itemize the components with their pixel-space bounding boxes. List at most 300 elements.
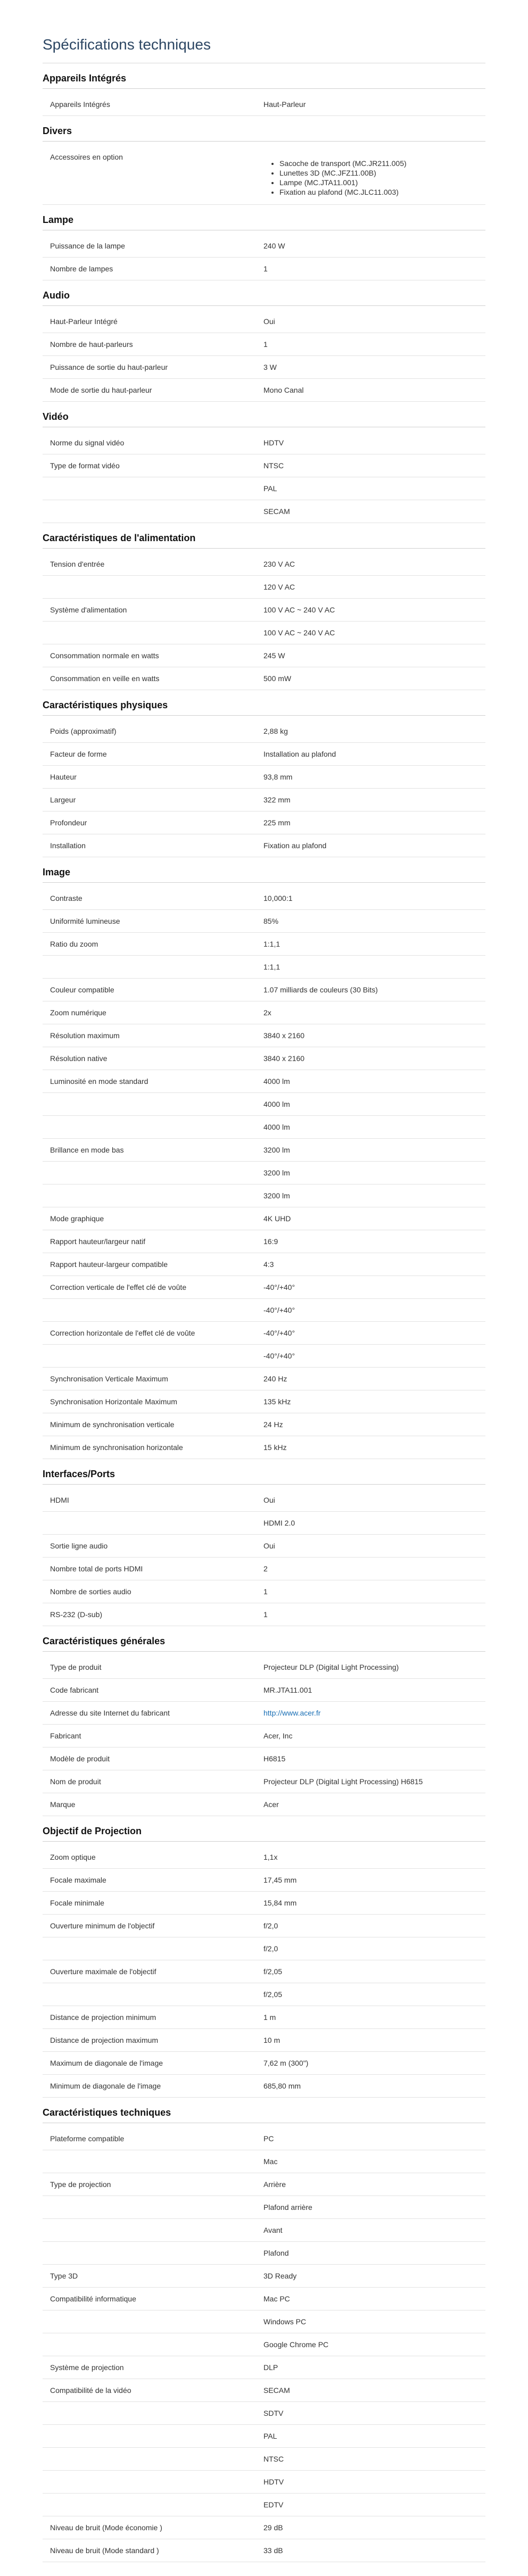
spec-section xyxy=(43,409,485,523)
spec-value: SECAM xyxy=(263,2386,290,2395)
manufacturer-website-link[interactable]: http://www.acer.fr xyxy=(263,1709,321,1717)
section-title: Image xyxy=(43,865,485,883)
spec-row xyxy=(43,2075,485,2098)
spec-value: HDTV xyxy=(263,2478,284,2486)
spec-value: -40°/+40° xyxy=(263,1329,295,1337)
spec-value: 4000 lm xyxy=(263,1077,290,1086)
spec-label: Synchronisation Verticale Maximum xyxy=(50,1374,168,1383)
spec-label: Contraste xyxy=(50,894,82,902)
spec-label: Largeur xyxy=(50,796,76,804)
spec-row xyxy=(43,1656,485,1679)
accessory-list-item: • Lampe (MC.JTA11.001) xyxy=(279,178,485,187)
spec-row xyxy=(43,1558,485,1580)
section-title: Divers xyxy=(43,123,485,142)
section-title: Vidéo xyxy=(43,409,485,427)
spec-row xyxy=(43,1230,485,1253)
spec-label xyxy=(43,2310,263,2333)
spec-label xyxy=(43,576,263,598)
spec-row xyxy=(43,258,485,280)
spec-row xyxy=(43,235,485,258)
spec-section xyxy=(43,123,485,205)
spec-label: Couleur compatible xyxy=(50,985,114,994)
spec-label xyxy=(43,1185,263,1207)
spec-row xyxy=(43,1162,485,1185)
spec-value: Oui xyxy=(263,1496,275,1504)
spec-row xyxy=(43,1892,485,1915)
spec-section xyxy=(43,71,485,116)
spec-value: Mono Canal xyxy=(263,386,304,394)
spec-row xyxy=(43,1747,485,1770)
spec-row xyxy=(43,811,485,834)
spec-value: 230 V AC xyxy=(263,560,295,568)
spec-row xyxy=(43,2150,485,2173)
spec-row xyxy=(43,1535,485,1558)
spec-label: Ouverture minimum de l'objectif xyxy=(50,1921,155,1930)
spec-value: 3D Ready xyxy=(263,2272,297,2280)
section-title: Audio xyxy=(43,288,485,306)
spec-label: Mode graphique xyxy=(50,1214,104,1223)
spec-label: Focale minimale xyxy=(50,1899,104,1907)
spec-label: Sortie ligne audio xyxy=(50,1542,108,1550)
spec-row xyxy=(43,576,485,599)
spec-row xyxy=(43,1047,485,1070)
spec-row xyxy=(43,2288,485,2310)
spec-row xyxy=(43,766,485,789)
spec-label: Niveau de bruit (Mode standard ) xyxy=(50,2546,159,2555)
spec-value: -40°/+40° xyxy=(263,1306,295,1314)
spec-value: 1:1,1 xyxy=(263,963,280,971)
spec-row xyxy=(43,2448,485,2471)
spec-row xyxy=(43,146,485,205)
spec-value: HDTV xyxy=(263,438,284,447)
spec-label xyxy=(43,500,263,523)
spec-row xyxy=(43,2494,485,2516)
spec-label xyxy=(43,2494,263,2516)
spec-label xyxy=(43,2219,263,2241)
spec-row xyxy=(43,2029,485,2052)
accessory-list-item: • Fixation au plafond (MC.JLC11.003) xyxy=(279,187,485,197)
spec-value: 100 V AC ~ 240 V AC xyxy=(263,606,335,614)
spec-row xyxy=(43,2310,485,2333)
spec-row xyxy=(43,743,485,766)
spec-value: f/2,05 xyxy=(263,1990,283,1999)
spec-label: Hauteur xyxy=(50,773,77,781)
spec-value: H6815 xyxy=(263,1754,286,1763)
spec-value: NTSC xyxy=(263,2455,284,2463)
spec-label: Tension d'entrée xyxy=(50,560,105,568)
spec-label xyxy=(43,2333,263,2356)
spec-label: Type de format vidéo xyxy=(50,461,120,470)
spec-row xyxy=(43,1207,485,1230)
spec-row xyxy=(43,667,485,690)
spec-row xyxy=(43,477,485,500)
spec-row xyxy=(43,1368,485,1390)
spec-row xyxy=(43,432,485,454)
spec-label: Ratio du zoom xyxy=(50,940,98,948)
spec-label xyxy=(43,2448,263,2470)
spec-row xyxy=(43,1185,485,1207)
spec-row xyxy=(43,1093,485,1116)
spec-value: 7,62 m (300") xyxy=(263,2059,309,2067)
spec-value: Installation au plafond xyxy=(263,750,336,758)
spec-value: Fixation au plafond xyxy=(263,841,327,850)
spec-label: Résolution native xyxy=(50,1054,108,1063)
spec-value: 93,8 mm xyxy=(263,773,293,781)
spec-label: Nombre de lampes xyxy=(50,264,113,273)
spec-label: RS-232 (D-sub) xyxy=(50,1610,103,1619)
spec-row xyxy=(43,2539,485,2562)
spec-row xyxy=(43,2425,485,2448)
spec-label: Facteur de forme xyxy=(50,750,107,758)
spec-row xyxy=(43,1580,485,1603)
spec-row xyxy=(43,979,485,1001)
spec-value: 3200 lm xyxy=(263,1191,290,1200)
spec-row xyxy=(43,2219,485,2242)
spec-row xyxy=(43,834,485,857)
spec-row xyxy=(43,2471,485,2494)
spec-value: 3200 lm xyxy=(263,1146,290,1154)
spec-label: Adresse du site Internet du fabricant xyxy=(50,1709,170,1717)
spec-value: 17,45 mm xyxy=(263,1876,297,1884)
spec-row xyxy=(43,1960,485,1983)
spec-value: 1 xyxy=(263,1587,268,1596)
spec-value: 3 W xyxy=(263,363,277,371)
spec-row xyxy=(43,1725,485,1747)
spec-label: Minimum de synchronisation horizontale xyxy=(50,1443,183,1452)
spec-label xyxy=(43,1093,263,1115)
spec-row xyxy=(43,2006,485,2029)
spec-label: Puissance de la lampe xyxy=(50,242,125,250)
spec-value: 1 m xyxy=(263,2013,276,2022)
section-title: Caractéristiques techniques xyxy=(43,2105,485,2123)
spec-value: Projecteur DLP (Digital Light Processing) xyxy=(263,1663,399,1671)
spec-row xyxy=(43,2127,485,2150)
spec-value: 1 xyxy=(263,1610,268,1619)
section-title: Caractéristiques de l'alimentation xyxy=(43,531,485,549)
spec-value: 24 Hz xyxy=(263,1420,283,1429)
spec-label xyxy=(43,1162,263,1184)
spec-label: Luminosité en mode standard xyxy=(50,1077,148,1086)
spec-label: Synchronisation Horizontale Maximum xyxy=(50,1397,177,1406)
page-title: Spécifications techniques xyxy=(43,36,485,63)
spec-row xyxy=(43,789,485,811)
spec-label xyxy=(43,1345,263,1367)
section-title: Caractéristiques générales xyxy=(43,1634,485,1652)
spec-value: Arrière xyxy=(263,2180,286,2189)
spec-row xyxy=(43,1915,485,1937)
spec-label: Correction horizontale de l'effet clé de voûte xyxy=(50,1329,195,1337)
spec-label xyxy=(43,1116,263,1138)
section-title: Interfaces/Ports xyxy=(43,1467,485,1485)
spec-label xyxy=(43,1299,263,1321)
spec-value: 16:9 xyxy=(263,1237,278,1246)
spec-row xyxy=(43,310,485,333)
spec-value: 1 xyxy=(263,264,268,273)
spec-value: MR.JTA11.001 xyxy=(263,1686,312,1694)
spec-label xyxy=(43,2150,263,2173)
section-title: Appareils Intégrés xyxy=(43,71,485,89)
spec-label: Rapport hauteur/largeur natif xyxy=(50,1237,145,1246)
spec-row xyxy=(43,2379,485,2402)
spec-label: Correction verticale de l'effet clé de voûte xyxy=(50,1283,187,1291)
spec-label: Code fabricant xyxy=(50,1686,99,1694)
spec-value: Mac PC xyxy=(263,2295,290,2303)
spec-value: 15 kHz xyxy=(263,1443,287,1452)
spec-row xyxy=(43,1603,485,1626)
spec-value xyxy=(263,1702,485,1724)
spec-row xyxy=(43,1679,485,1702)
spec-row xyxy=(43,1869,485,1892)
spec-label xyxy=(43,2471,263,2493)
spec-row xyxy=(43,2516,485,2539)
spec-label: Distance de projection maximum xyxy=(50,2036,159,2044)
spec-label: Minimum de diagonale de l'image xyxy=(50,2082,161,2090)
spec-value: 245 W xyxy=(263,651,285,660)
spec-row xyxy=(43,1276,485,1299)
spec-value: 85% xyxy=(263,917,279,925)
spec-label: Fabricant xyxy=(50,1732,81,1740)
spec-value: Acer, Inc xyxy=(263,1732,293,1740)
spec-row xyxy=(43,2265,485,2288)
spec-label: HDMI xyxy=(50,1496,69,1504)
spec-label: Nombre de haut-parleurs xyxy=(50,340,133,349)
spec-value: Google Chrome PC xyxy=(263,2340,329,2349)
spec-row xyxy=(43,379,485,402)
spec-value: 135 kHz xyxy=(263,1397,291,1406)
spec-value: -40°/+40° xyxy=(263,1352,295,1360)
spec-label xyxy=(43,622,263,644)
spec-value: SECAM xyxy=(263,507,290,516)
spec-row xyxy=(43,1489,485,1512)
spec-label xyxy=(43,2402,263,2424)
spec-value: 3840 x 2160 xyxy=(263,1031,305,1040)
spec-row xyxy=(43,1793,485,1816)
spec-value: f/2,05 xyxy=(263,1967,283,1976)
spec-row xyxy=(43,622,485,644)
spec-value: 3840 x 2160 xyxy=(263,1054,305,1063)
spec-row xyxy=(43,599,485,622)
spec-value: 4K UHD xyxy=(263,1214,291,1223)
spec-label: Système d'alimentation xyxy=(50,606,127,614)
spec-label: Modèle de produit xyxy=(50,1754,110,1763)
spec-label: Focale maximale xyxy=(50,1876,106,1884)
spec-value: DLP xyxy=(263,2363,278,2372)
spec-value: 1 xyxy=(263,340,268,349)
spec-section xyxy=(43,865,485,1459)
spec-value: Oui xyxy=(263,1542,275,1550)
spec-label: Nombre de sorties audio xyxy=(50,1587,131,1596)
spec-row xyxy=(43,887,485,910)
spec-value: 4:3 xyxy=(263,1260,274,1269)
spec-value: Plafond arrière xyxy=(263,2203,312,2211)
spec-section xyxy=(43,212,485,280)
spec-label: Minimum de synchronisation verticale xyxy=(50,1420,175,1429)
spec-value: PAL xyxy=(263,484,277,493)
spec-label: Poids (approximatif) xyxy=(50,727,117,735)
spec-row xyxy=(43,356,485,379)
spec-value: 240 W xyxy=(263,242,285,250)
spec-value: Avant xyxy=(263,2226,283,2234)
spec-value: 2 xyxy=(263,1564,268,1573)
spec-value: 3200 lm xyxy=(263,1169,290,1177)
spec-row xyxy=(43,553,485,576)
spec-row xyxy=(43,1345,485,1368)
spec-row xyxy=(43,2196,485,2219)
spec-row xyxy=(43,644,485,667)
spec-label: Système de projection xyxy=(50,2363,124,2372)
spec-value xyxy=(263,146,485,204)
spec-label: Nom de produit xyxy=(50,1777,101,1786)
spec-value: HDMI 2.0 xyxy=(263,1519,295,1527)
spec-row xyxy=(43,1846,485,1869)
spec-row xyxy=(43,1413,485,1436)
spec-value: f/2,0 xyxy=(263,1944,278,1953)
spec-value: 4000 lm xyxy=(263,1123,290,1131)
spec-row xyxy=(43,1299,485,1322)
spec-value: 225 mm xyxy=(263,818,291,827)
spec-label: Type de projection xyxy=(50,2180,111,2189)
spec-value: 2,88 kg xyxy=(263,727,288,735)
accessory-list-item: • Lunettes 3D (MC.JFZ11.00B) xyxy=(279,168,485,178)
spec-label: Niveau de bruit (Mode économie ) xyxy=(50,2523,162,2532)
section-title: Caractéristiques physiques xyxy=(43,698,485,716)
spec-label: Distance de projection minimum xyxy=(50,2013,156,2022)
spec-row xyxy=(43,1512,485,1535)
spec-row xyxy=(43,2402,485,2425)
spec-label: Type de produit xyxy=(50,1663,102,1671)
spec-label: Compatibilité de la vidéo xyxy=(50,2386,131,2395)
spec-row xyxy=(43,93,485,116)
spec-row xyxy=(43,333,485,356)
spec-label: Maximum de diagonale de l'image xyxy=(50,2059,163,2067)
spec-label xyxy=(43,1937,263,1960)
spec-label: Type 3D xyxy=(50,2272,78,2280)
spec-value: 1:1,1 xyxy=(263,940,280,948)
spec-section xyxy=(43,1824,485,2098)
spec-value: 1.07 milliards de couleurs (30 Bits) xyxy=(263,985,378,994)
spec-value: 33 dB xyxy=(263,2546,283,2555)
spec-label: Ouverture maximale de l'objectif xyxy=(50,1967,156,1976)
spec-label: Haut-Parleur Intégré xyxy=(50,317,118,326)
spec-value: 10 m xyxy=(263,2036,280,2044)
spec-label xyxy=(43,1983,263,2006)
spec-label: Mode de sortie du haut-parleur xyxy=(50,386,152,394)
spec-value: Mac xyxy=(263,2157,278,2166)
spec-value: 100 V AC ~ 240 V AC xyxy=(263,628,335,637)
spec-row xyxy=(43,1322,485,1345)
spec-section xyxy=(43,288,485,402)
spec-label: Accessoires en option xyxy=(50,153,123,161)
spec-row xyxy=(43,2173,485,2196)
accessory-list-item: • Sacoche de transport (MC.JR211.005) xyxy=(279,159,485,168)
spec-label: Brillance en mode bas xyxy=(50,1146,124,1154)
spec-row xyxy=(43,1937,485,1960)
spec-label xyxy=(43,2196,263,2218)
spec-value: SDTV xyxy=(263,2409,284,2417)
spec-label: Norme du signal vidéo xyxy=(50,438,125,447)
spec-label: Plateforme compatible xyxy=(50,2134,125,2143)
spec-label: Zoom optique xyxy=(50,1853,96,1861)
spec-row xyxy=(43,2052,485,2075)
spec-row xyxy=(43,1702,485,1725)
spec-row xyxy=(43,1116,485,1139)
spec-value: 15,84 mm xyxy=(263,1899,297,1907)
spec-value: 240 Hz xyxy=(263,1374,287,1383)
spec-value: 120 V AC xyxy=(263,583,295,591)
spec-row xyxy=(43,2333,485,2356)
spec-row xyxy=(43,1253,485,1276)
spec-value: Plafond xyxy=(263,2249,289,2257)
spec-label: Zoom numérique xyxy=(50,1008,106,1017)
spec-value: f/2,0 xyxy=(263,1921,278,1930)
spec-row xyxy=(43,720,485,743)
spec-value: 10,000:1 xyxy=(263,894,293,902)
spec-value: PAL xyxy=(263,2432,277,2440)
spec-label: Profondeur xyxy=(50,818,87,827)
spec-value: Haut-Parleur xyxy=(263,100,306,109)
spec-label xyxy=(43,2425,263,2447)
spec-section xyxy=(43,1634,485,1816)
spec-value: 500 mW xyxy=(263,674,292,683)
spec-value: NTSC xyxy=(263,461,284,470)
spec-label xyxy=(43,956,263,978)
spec-value: Acer xyxy=(263,1800,279,1809)
spec-row xyxy=(43,2242,485,2265)
section-title: Lampe xyxy=(43,212,485,230)
spec-row xyxy=(43,933,485,956)
spec-value: PC xyxy=(263,2134,274,2143)
spec-label: Appareils Intégrés xyxy=(50,100,110,109)
spec-value: 322 mm xyxy=(263,796,291,804)
spec-row xyxy=(43,1070,485,1093)
spec-value: EDTV xyxy=(263,2500,284,2509)
spec-label: Consommation normale en watts xyxy=(50,651,159,660)
spec-row xyxy=(43,1139,485,1162)
spec-row xyxy=(43,956,485,979)
spec-row xyxy=(43,1024,485,1047)
spec-row xyxy=(43,2356,485,2379)
spec-row xyxy=(43,1001,485,1024)
spec-label: Marque xyxy=(50,1800,76,1809)
spec-value: -40°/+40° xyxy=(263,1283,295,1291)
spec-row xyxy=(43,1390,485,1413)
spec-label xyxy=(43,2242,263,2264)
spec-label: Installation xyxy=(50,841,86,850)
section-title: Objectif de Projection xyxy=(43,1824,485,1842)
spec-label: Puissance de sortie du haut-parleur xyxy=(50,363,168,371)
spec-section xyxy=(43,531,485,690)
spec-label: Résolution maximum xyxy=(50,1031,120,1040)
spec-section xyxy=(43,2105,485,2562)
spec-label xyxy=(43,477,263,500)
spec-value: 4000 lm xyxy=(263,1100,290,1108)
spec-row xyxy=(43,454,485,477)
spec-section xyxy=(43,1467,485,1626)
spec-value: Oui xyxy=(263,317,275,326)
accessory-list xyxy=(263,159,485,197)
spec-label xyxy=(43,1512,263,1534)
spec-label: Rapport hauteur-largeur compatible xyxy=(50,1260,168,1269)
spec-label: Nombre total de ports HDMI xyxy=(50,1564,143,1573)
spec-row xyxy=(43,910,485,933)
spec-row xyxy=(43,1436,485,1459)
spec-value: Projecteur DLP (Digital Light Processing) H6815 xyxy=(263,1777,423,1786)
spec-value: 2x xyxy=(263,1008,271,1017)
spec-value: Windows PC xyxy=(263,2317,307,2326)
spec-row xyxy=(43,500,485,523)
spec-value: 1,1x xyxy=(263,1853,278,1861)
spec-value: 29 dB xyxy=(263,2523,283,2532)
